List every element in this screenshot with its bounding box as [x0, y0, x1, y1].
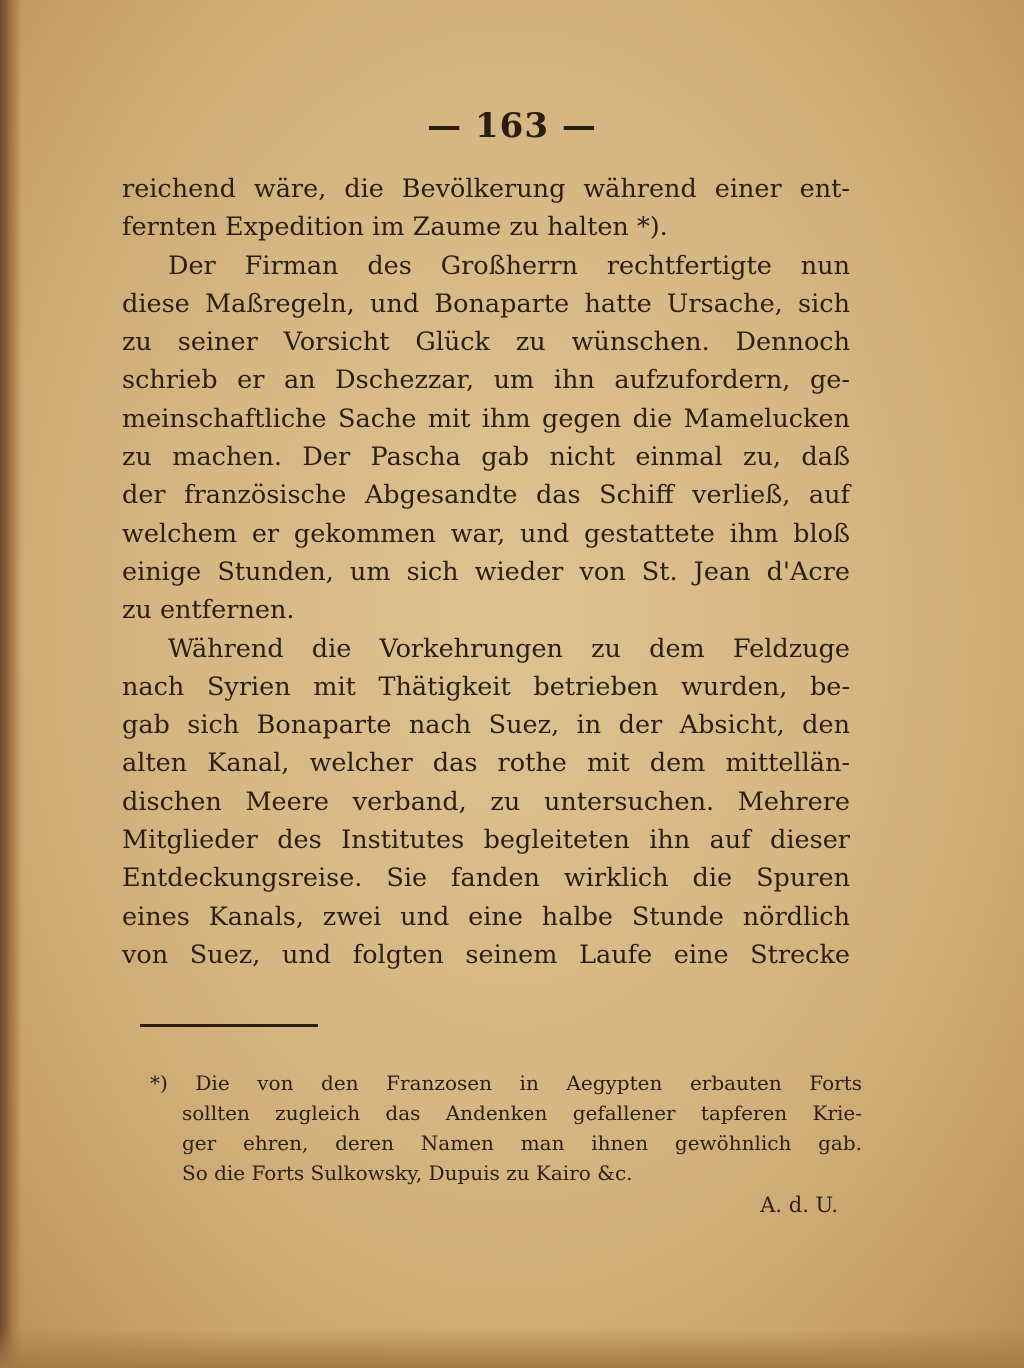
text-line: der französische Abgesandte das Schiff verließ, auf [122, 480, 850, 511]
text-line: nach Syrien mit Thätigkeit betrieben wurden, be- [122, 671, 850, 702]
footnote [150, 1068, 862, 1222]
text-line: Der Firman des Großherrn rechtfertigte nun [168, 250, 850, 281]
text-line: welchem er gekommen war, und gestattete ihm bloß [122, 518, 850, 549]
text-line: Mitglieder des Institutes begleiteten ihn auf dieser [122, 825, 850, 856]
text-line: meinschaftliche Sache mit ihm gegen die Mamelucken [122, 403, 850, 434]
footnote-line: sollten zugleich das Andenken gefallener tapferen Krie- [182, 1101, 862, 1125]
page-bottom-shadow [0, 1328, 1024, 1368]
text-line: Entdeckungsreise. Sie fanden wirklich die Spuren [122, 863, 850, 894]
text-line: zu entfernen. [122, 595, 295, 626]
text-line: fernten Expedition im Zaume zu halten *). [122, 212, 668, 243]
page-number-header: — 163 — [427, 106, 597, 146]
text-line: dischen Meere verband, zu untersuchen. Mehrere [122, 786, 850, 817]
footnote-divider [140, 1024, 318, 1027]
page-edge-shadow [0, 0, 22, 1368]
text-line: reichend wäre, die Bevölkerung während einer ent- [122, 174, 850, 204]
text-line: von Suez, und folgten seinem Laufe eine Strecke [122, 939, 850, 970]
text-line: alten Kanal, welcher das rothe mit dem mittellän- [122, 748, 850, 779]
body-text [122, 170, 850, 974]
text-line: diese Maßregeln, und Bonaparte hatte Ursache, sich [122, 288, 850, 319]
text-line: gab sich Bonaparte nach Suez, in der Absicht, den [122, 710, 850, 741]
text-line: einige Stunden, um sich wieder von St. Jean d'Acre [122, 556, 850, 587]
text-line: zu seiner Vorsicht Glück zu wünschen. Dennoch [122, 327, 850, 358]
footnote-line: So die Forts Sulkowsky, Dupuis zu Kairo &c. [182, 1161, 633, 1185]
footnote-signature: A. d. U. [760, 1193, 838, 1217]
text-line: Während die Vorkehrungen zu dem Feldzuge [168, 633, 850, 664]
footnote-line: ger ehren, deren Namen man ihnen gewöhnlich gab. [182, 1131, 862, 1155]
text-line: schrieb er an Dschezzar, um ihn aufzufordern, ge- [122, 365, 850, 396]
footnote-line: *) Die von den Franzosen in Aegypten erbauten Forts [150, 1071, 862, 1095]
text-line: zu machen. Der Pascha gab nicht einmal zu, daß [122, 442, 850, 473]
text-line: eines Kanals, zwei und eine halbe Stunde nördlich [122, 901, 850, 932]
